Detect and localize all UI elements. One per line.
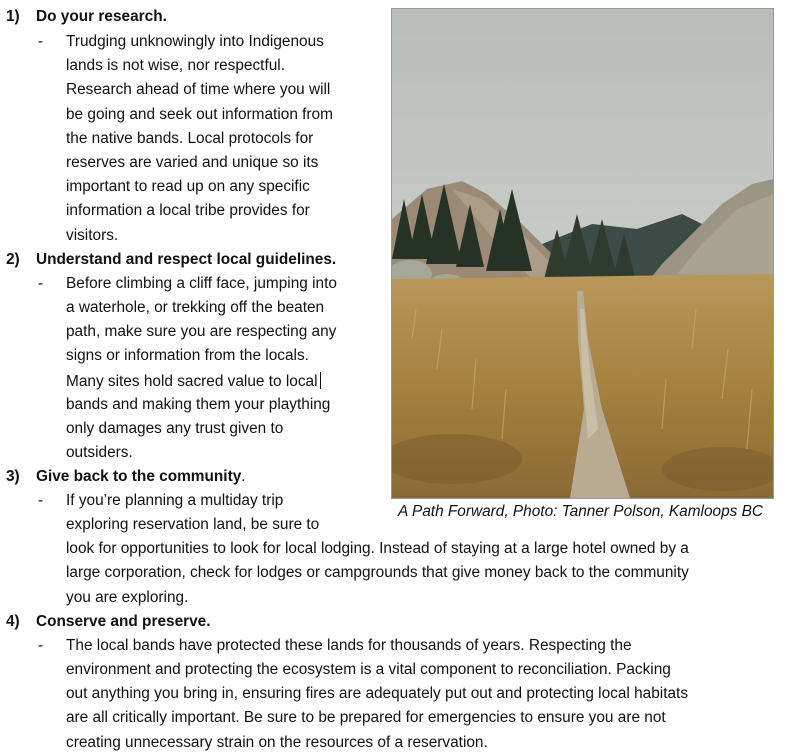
item-2-line: signs or information from the locals. — [66, 347, 309, 364]
item-3-line: look for opportunities to look for local lodging. Instead of staying at a large hotel owned by a — [66, 540, 689, 557]
item-3-heading-period: . — [241, 468, 246, 485]
item-2-line: only damages any trust given to — [66, 420, 284, 437]
item-2-line: a waterhole, or trekking off the beaten — [66, 299, 325, 316]
photo-caption: A Path Forward, Photo: Tanner Polson, Kamloops BC — [398, 503, 764, 520]
item-3-number: 3) — [6, 468, 20, 485]
item-2-line-with-cursor[interactable] — [66, 372, 321, 391]
trail-landscape-image — [392, 9, 773, 498]
item-2-line: path, make sure you are respecting any — [66, 323, 337, 340]
item-1-line: Research ahead of time where you will — [66, 81, 331, 98]
item-1-heading: Do your research. — [36, 8, 167, 25]
item-1-line: Trudging unknowingly into Indigenous — [66, 33, 324, 50]
item-4-line: are all critically important. Be sure to be prepared for emergencies to ensure you are not — [66, 709, 666, 726]
item-4-line: creating unnecessary strain on the resources of a reservation. — [66, 734, 488, 751]
item-1-line: important to read up on any specific — [66, 178, 310, 195]
item-1-line: reserves are varied and unique so its — [66, 154, 319, 171]
item-3-line: large corporation, check for lodges or campgrounds that give money back to the community — [66, 564, 689, 581]
item-1-number: 1) — [6, 8, 20, 25]
item-1-line: visitors. — [66, 227, 119, 244]
item-3-heading — [36, 468, 246, 486]
landscape-photo — [391, 8, 774, 499]
item-2-line: Many sites hold sacred value to local — [66, 373, 318, 390]
item-2-line: outsiders. — [66, 444, 133, 461]
item-4-heading: Conserve and preserve. — [36, 613, 211, 630]
item-1-line: lands is not wise, nor respectful. — [66, 57, 285, 74]
item-3-line: exploring reservation land, be sure to — [66, 516, 320, 533]
item-1-bullet: - — [38, 33, 44, 50]
item-3-line: you are exploring. — [66, 589, 189, 606]
item-4-line: environment and protecting the ecosystem is a vital component to reconciliation. Packing — [66, 661, 671, 678]
item-3-line: If you’re planning a multiday trip — [66, 492, 284, 509]
item-2-line: Before climbing a cliff face, jumping into — [66, 275, 337, 292]
item-2-bullet: - — [38, 275, 44, 292]
item-2-line: bands and making them your plaything — [66, 396, 331, 413]
item-4-line: out anything you bring in, ensuring fires are adequately put out and protecting local habitats — [66, 685, 689, 702]
item-3-bullet: - — [38, 492, 44, 509]
item-1-line: information a local tribe provides for — [66, 202, 310, 219]
item-4-bullet: - — [38, 637, 44, 654]
item-1-line: be going and seek out information from — [66, 106, 333, 123]
item-2-number: 2) — [6, 251, 20, 268]
item-1-line: the native bands. Local protocols for — [66, 130, 314, 147]
text-cursor — [320, 372, 321, 389]
item-4-line: The local bands have protected these lands for thousands of years. Respecting the — [66, 637, 632, 654]
item-3-heading-text: Give back to the community — [36, 468, 242, 485]
item-4-number: 4) — [6, 613, 20, 630]
item-2-heading: Understand and respect local guidelines. — [36, 251, 337, 268]
